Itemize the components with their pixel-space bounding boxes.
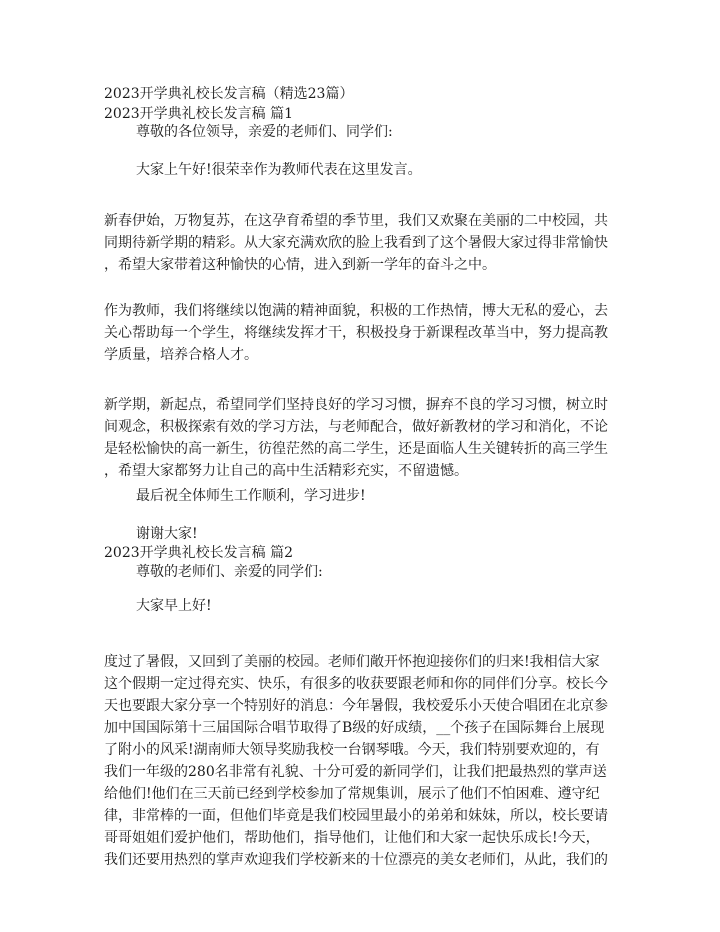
section-1-thanks: 谢谢大家! bbox=[136, 526, 198, 542]
section-2-hello: 大家早上好! bbox=[136, 598, 212, 614]
section-2-heading: 2023开学典礼校长发言稿 篇2 bbox=[104, 545, 293, 561]
paragraph-line: 间观念，积极探索有效的学习方法，与老师配合，做好新教材的学习和消化，不论 bbox=[104, 419, 608, 435]
paragraph-line: 给他们!他们在三天前已经到学校参加了常规集训，展示了他们不怕困难、遵守纪 bbox=[104, 786, 600, 802]
section-1-paragraph-1 bbox=[104, 210, 616, 276]
paragraph-line: 新春伊始，万物复苏，在这孕育希望的季节里，我们又欢聚在美丽的二中校园，共 bbox=[104, 213, 608, 229]
paragraph-line: 学质量，培养合格人才。 bbox=[104, 347, 258, 363]
paragraph-line: 天也要跟大家分享一个特别好的消息：今年暑假，我校爱乐小天使合唱团在北京参 bbox=[104, 698, 608, 714]
paragraph-line: 我们还要用热烈的掌声欢迎我们学校新来的十位漂亮的美女老师们，从此，我们的 bbox=[104, 852, 608, 868]
document-title: 2023开学典礼校长发言稿（精选23篇） bbox=[104, 86, 354, 102]
paragraph-line: 作为教师，我们将继续以饱满的精神面貌，积极的工作热情，博大无私的爱心，去 bbox=[104, 303, 608, 319]
paragraph-line: 关心帮助每一个学生，将继续发挥才干，积极投身于新课程改革当中，努力提高教 bbox=[104, 325, 608, 341]
paragraph-line: 度过了暑假，又回到了美丽的校园。老师们敞开怀抱迎接你们的归来!我相信大家 bbox=[104, 654, 600, 670]
section-2-paragraph-1 bbox=[104, 651, 616, 871]
paragraph-line: 这个假期一定过得充实、快乐，有很多的收获要跟老师和你的同伴们分享。校长今 bbox=[104, 676, 608, 692]
section-1-greeting: 尊敬的各位领导，亲爱的老师们、同学们: bbox=[136, 124, 393, 140]
paragraph-line: 是轻松愉快的高一新生，彷徨茫然的高二学生，还是面临人生关键转折的高三学生 bbox=[104, 441, 608, 457]
paragraph-line: 哥哥姐姐们爱护他们，帮助他们，指导他们，让他们和大家一起快乐成长!今天， bbox=[104, 830, 600, 846]
paragraph-line: ，希望大家都努力让自己的高中生活精彩充实，不留遗憾。 bbox=[104, 463, 468, 479]
section-1-paragraph-3 bbox=[104, 394, 616, 482]
section-2-greeting: 尊敬的老师们、亲爱的同学们: bbox=[136, 564, 323, 580]
section-1-paragraph-2 bbox=[104, 300, 616, 366]
paragraph-line: 同期待新学期的精彩。从大家充满欢欣的脸上我看到了这个暑假大家过得非常愉快 bbox=[104, 235, 608, 251]
paragraph-line: 加中国国际第十三届国际合唱节取得了B级的好成绩，__个孩子在国际舞台上展现 bbox=[104, 720, 605, 736]
paragraph-line: 我们一年级的280名非常有礼貌、十分可爱的新同学们，让我们把最热烈的掌声送 bbox=[104, 764, 607, 780]
section-1-hello: 大家上午好!很荣幸作为教师代表在这里发言。 bbox=[136, 162, 422, 178]
paragraph-line: 律，非常棒的一面，但他们毕竟是我们校园里最小的弟弟和妹妹，所以，校长要请 bbox=[104, 808, 608, 824]
paragraph-line: 了附小的风采!湖南师大领导奖励我校一台钢琴哦。今天，我们特别要欢迎的，有 bbox=[104, 742, 600, 758]
section-1-wish: 最后祝全体师生工作顺利，学习进步! bbox=[136, 488, 366, 504]
section-1-heading: 2023开学典礼校长发言稿 篇1 bbox=[104, 106, 293, 122]
paragraph-line: ，希望大家带着这种愉快的心情，进入到新一学年的奋斗之中。 bbox=[104, 257, 496, 273]
paragraph-line: 新学期，新起点，希望同学们坚持良好的学习习惯，摒弃不良的学习习惯，树立时 bbox=[104, 397, 608, 413]
